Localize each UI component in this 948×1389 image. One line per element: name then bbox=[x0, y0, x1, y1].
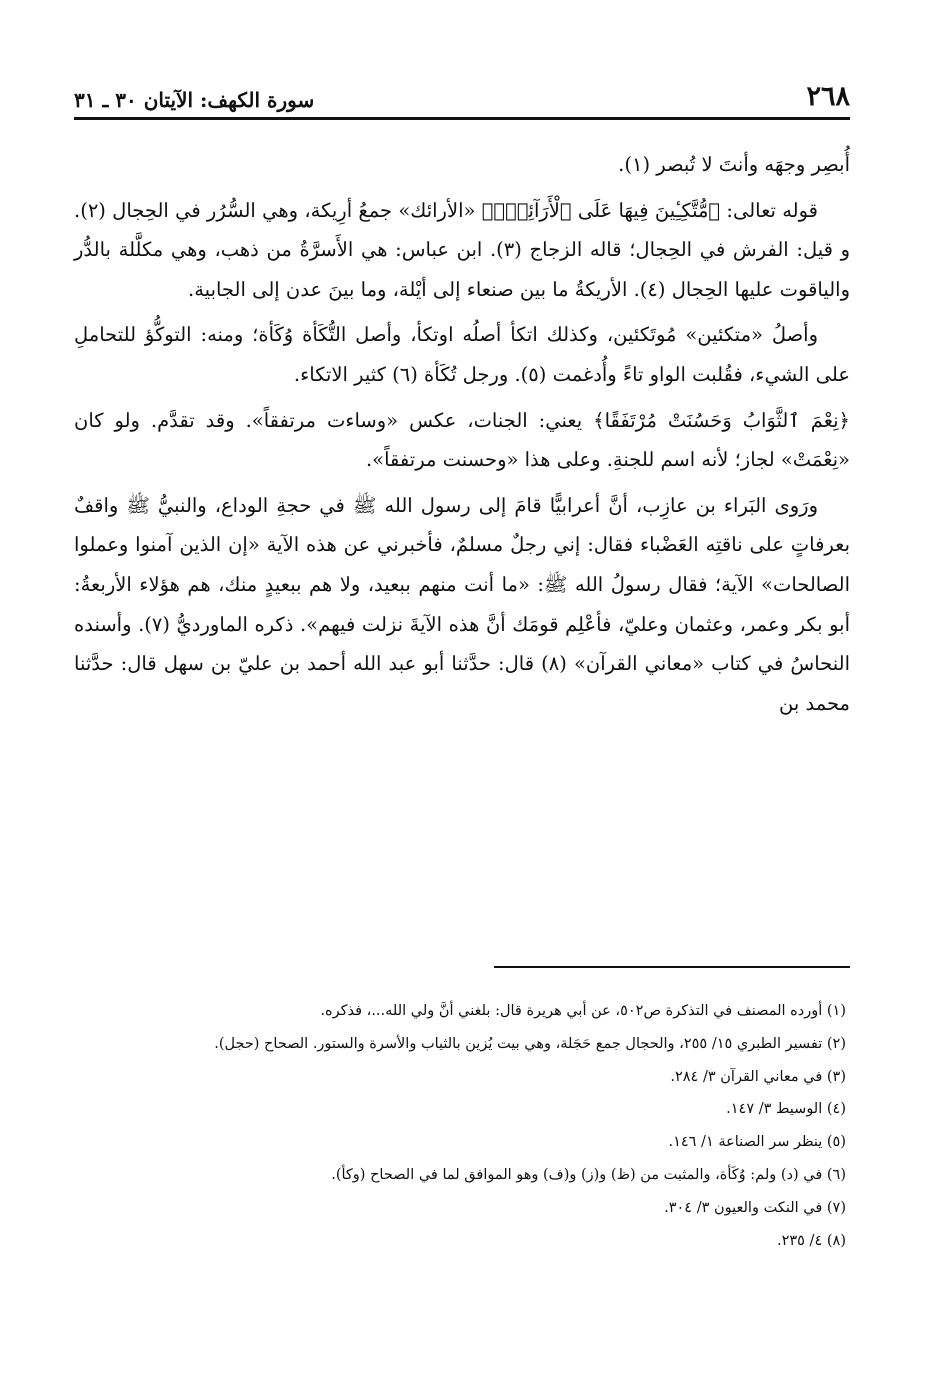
main-text bbox=[74, 145, 850, 729]
footnotes bbox=[74, 998, 846, 1260]
footnote-separator bbox=[494, 966, 850, 968]
paragraph: ورَوى البَراء بن عازِب، أنَّ أعرابيًّا قامَ إلى رسول الله ﷺ في حجةِ الوداع، والنبيُّ ﷺ واقفٌ بعرفاتٍ على ناقتِه العَضْباء فقال: إني رجلٌ مسلمٌ، فأخبرني عن هذه الآية «إن الذين آمنوا وعملوا الصالحات» الآية؛ فقال رسولُ الله ﷺ: «ما أنت منهم ببعيد، ولا هم ببعيدٍ منك، هم هؤلاء الأربعةُ: أبو بكر وعمر، وعثمان وعليّ، فأعْلِم قومَك أنَّ هذه الآيةَ نزلت فيهم». ذكره الماورديُّ (٧). وأسنده النحاسُ في كتاب «معاني القرآن» (٨) قال: حدَّثنا أبو عبد الله أحمد بن عليّ بن سهل قال: حدَّثنا محمد بن bbox=[74, 493, 851, 715]
header-rule bbox=[74, 117, 850, 120]
paragraph: وأصلُ «متكئين» مُوتَكئين، وكذلك اتكأ أصلُه اوتكأ، وأصل التُّكَأة وُكَأة؛ ومنه: التوكُّؤ للتحاملِ على الشيء، فقُلبت الواو تاءً وأُدغمت (٥). ورجل تُكَأة (٦) كثير الاتكاء. bbox=[74, 323, 850, 386]
footnote: (٥) ينظر سر الصناعة ١/ ١٤٦. bbox=[668, 1134, 846, 1151]
footnote: (٦) في (د) ولم: وُكَأة، والمثبت من (ظ) و(ز) و(ف) وهو الموافق لما في الصحاح (وكأ). bbox=[331, 1166, 846, 1183]
footnote: (٢) تفسير الطبري ١٥/ ٢٥٥، والحجال جمع حَجَلة، وهي بيت يُزين بالثياب والأسرة والستور. الصحاح (حجل). bbox=[214, 1035, 846, 1052]
paragraph: ﴿نِعْمَ ٱلثَّوَابُ وَحَسُنَتْ مُرْتَفَقًا﴾ يعني: الجنات، عكس «وساءت مرتفقاً». وقد تقدَّم. ولو كان «نِعْمَتْ» لجاز؛ لأنه اسم للجنةِ. وعلى هذا «وحسنت مرتفقاً». bbox=[74, 408, 850, 472]
paragraph: قوله تعالى: ﴿مُّتَّكِـِٔينَ فِيهَا عَلَى ٱلْأَرَآئِكِۚ﴾ «الأرائك» جمعُ أرِيكة، وهي السُّرُر في الحِجال (٢). و قيل: الفرش في الحِجال؛ قاله الزجاج (٣). ابن عباس: هي الأَسرَّةُ من ذهب، وهي مكلَّلة بالدُّر والياقوت عليها الحِجال (٤). الأريكةُ ما بين صنعاء إلى أيْلة، وما بينَ عدن إلى الجابية. bbox=[74, 198, 850, 301]
footnote: (١) أورده المصنف في التذكرة ص٥٠٢، عن أبي هريرة قال: بلغني أنَّ ولي الله...، فذكره. bbox=[320, 1003, 846, 1019]
footnote: (٣) في معاني القرآن ٣/ ٢٨٤. bbox=[670, 1068, 846, 1085]
running-header bbox=[74, 72, 850, 112]
footnote: (٨) ٤/ ٢٣٥. bbox=[776, 1232, 846, 1249]
footnote: (٤) الوسيط ٣/ ١٤٧. bbox=[726, 1101, 846, 1118]
paragraph: أُبصِر وجهَه وأنتَ لا تُبصر (١). bbox=[618, 153, 850, 176]
page-number: ٢٦٨ bbox=[806, 81, 850, 112]
footnote: (٧) في النكت والعيون ٣/ ٣٠٤. bbox=[664, 1199, 846, 1216]
running-title: سورة الكهف: الآيتان ٣٠ ـ ٣١ bbox=[74, 88, 315, 112]
